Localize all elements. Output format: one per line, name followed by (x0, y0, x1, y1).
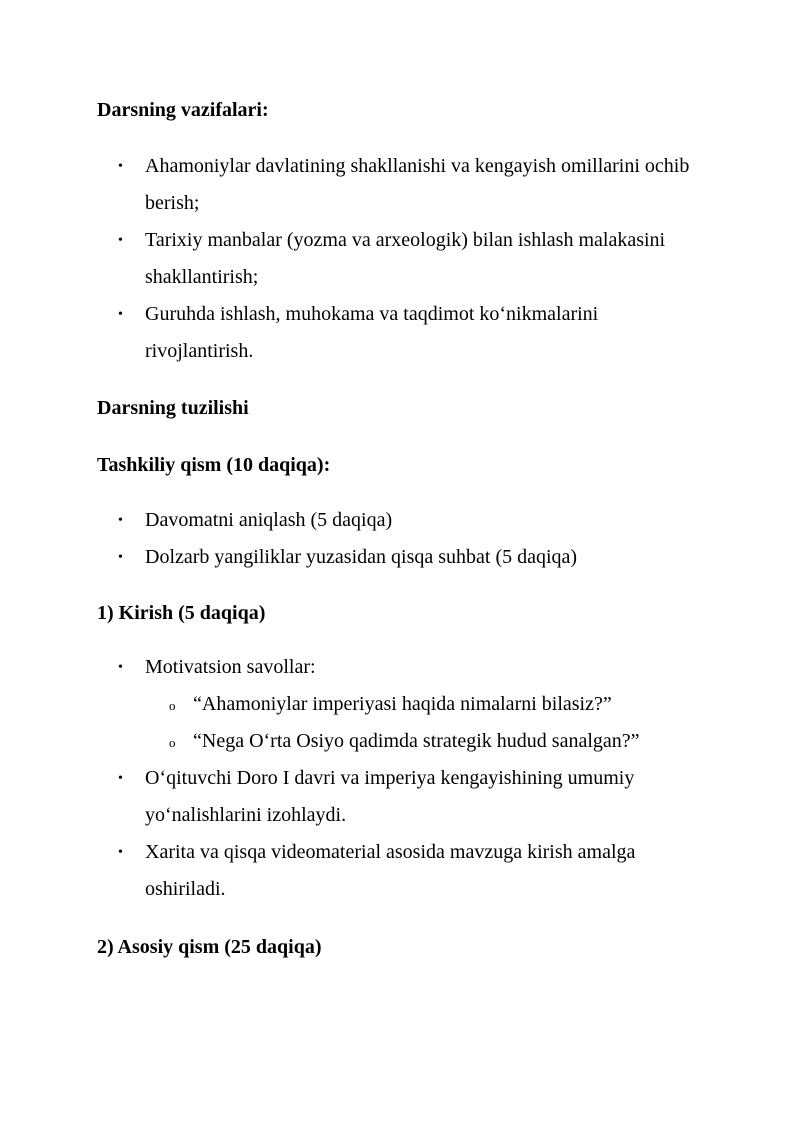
bullet-icon: • (118, 845, 123, 860)
list-item (118, 502, 705, 539)
heading-asosiy: 2) Asosiy qism (25 daqiqa) (97, 936, 322, 958)
list-item (118, 222, 705, 296)
heading-vazifalar: Darsning vazifalari: (97, 99, 269, 121)
list-item-text: Ahamoniylar davlatining shakllanishi va kengayish omillarini ochib berish; (145, 155, 690, 214)
list-item-text: Guruhda ishlash, muhokama va taqdimot ko‘nikmalarini rivojlantirish. (145, 303, 599, 362)
list-item-text: Motivatsion savollar: (145, 656, 316, 678)
bullet-icon: • (118, 513, 123, 528)
sub-list-item (169, 686, 713, 723)
bullet-icon: • (118, 159, 123, 174)
bullet-icon: • (118, 233, 123, 248)
heading-tuzilishi: Darsning tuzilishi (97, 397, 249, 419)
list-item (118, 539, 705, 576)
circle-bullet-icon: o (169, 698, 176, 713)
list-item (118, 649, 705, 686)
sub-list-item-text: “Nega O‘rta Osiyo qadimda strategik hudud sanalgan?” (193, 730, 640, 752)
bullet-icon: • (118, 307, 123, 322)
list-item (118, 148, 705, 222)
list-item (118, 834, 705, 908)
sub-list-item (169, 723, 713, 760)
bullet-icon: • (118, 771, 123, 786)
heading-kirish: 1) Kirish (5 daqiqa) (97, 602, 266, 624)
list-item-text: Xarita va qisqa videomaterial asosida mavzuga kirish amalga oshiriladi. (145, 841, 636, 900)
list-item (118, 760, 705, 834)
list-item-text: Tarixiy manbalar (yozma va arxeologik) bilan ishlash malakasini shakllantirish; (145, 229, 666, 288)
list-item-text: Dolzarb yangiliklar yuzasidan qisqa suhbat (5 daqiqa) (145, 546, 578, 568)
list-item-text: O‘qituvchi Doro I davri va imperiya kengayishining umumiy yo‘nalishlarini izohlaydi. (145, 767, 635, 826)
heading-tashkiliy: Tashkiliy qism (10 daqiqa): (97, 454, 331, 476)
list-item-text: Davomatni aniqlash (5 daqiqa) (145, 509, 393, 531)
sub-list-item-text: “Ahamoniylar imperiyasi haqida nimalarni bilasiz?” (193, 693, 612, 715)
bullet-icon: • (118, 550, 123, 565)
circle-bullet-icon: o (169, 735, 176, 750)
list-item (118, 296, 705, 370)
bullet-icon: • (118, 660, 123, 675)
